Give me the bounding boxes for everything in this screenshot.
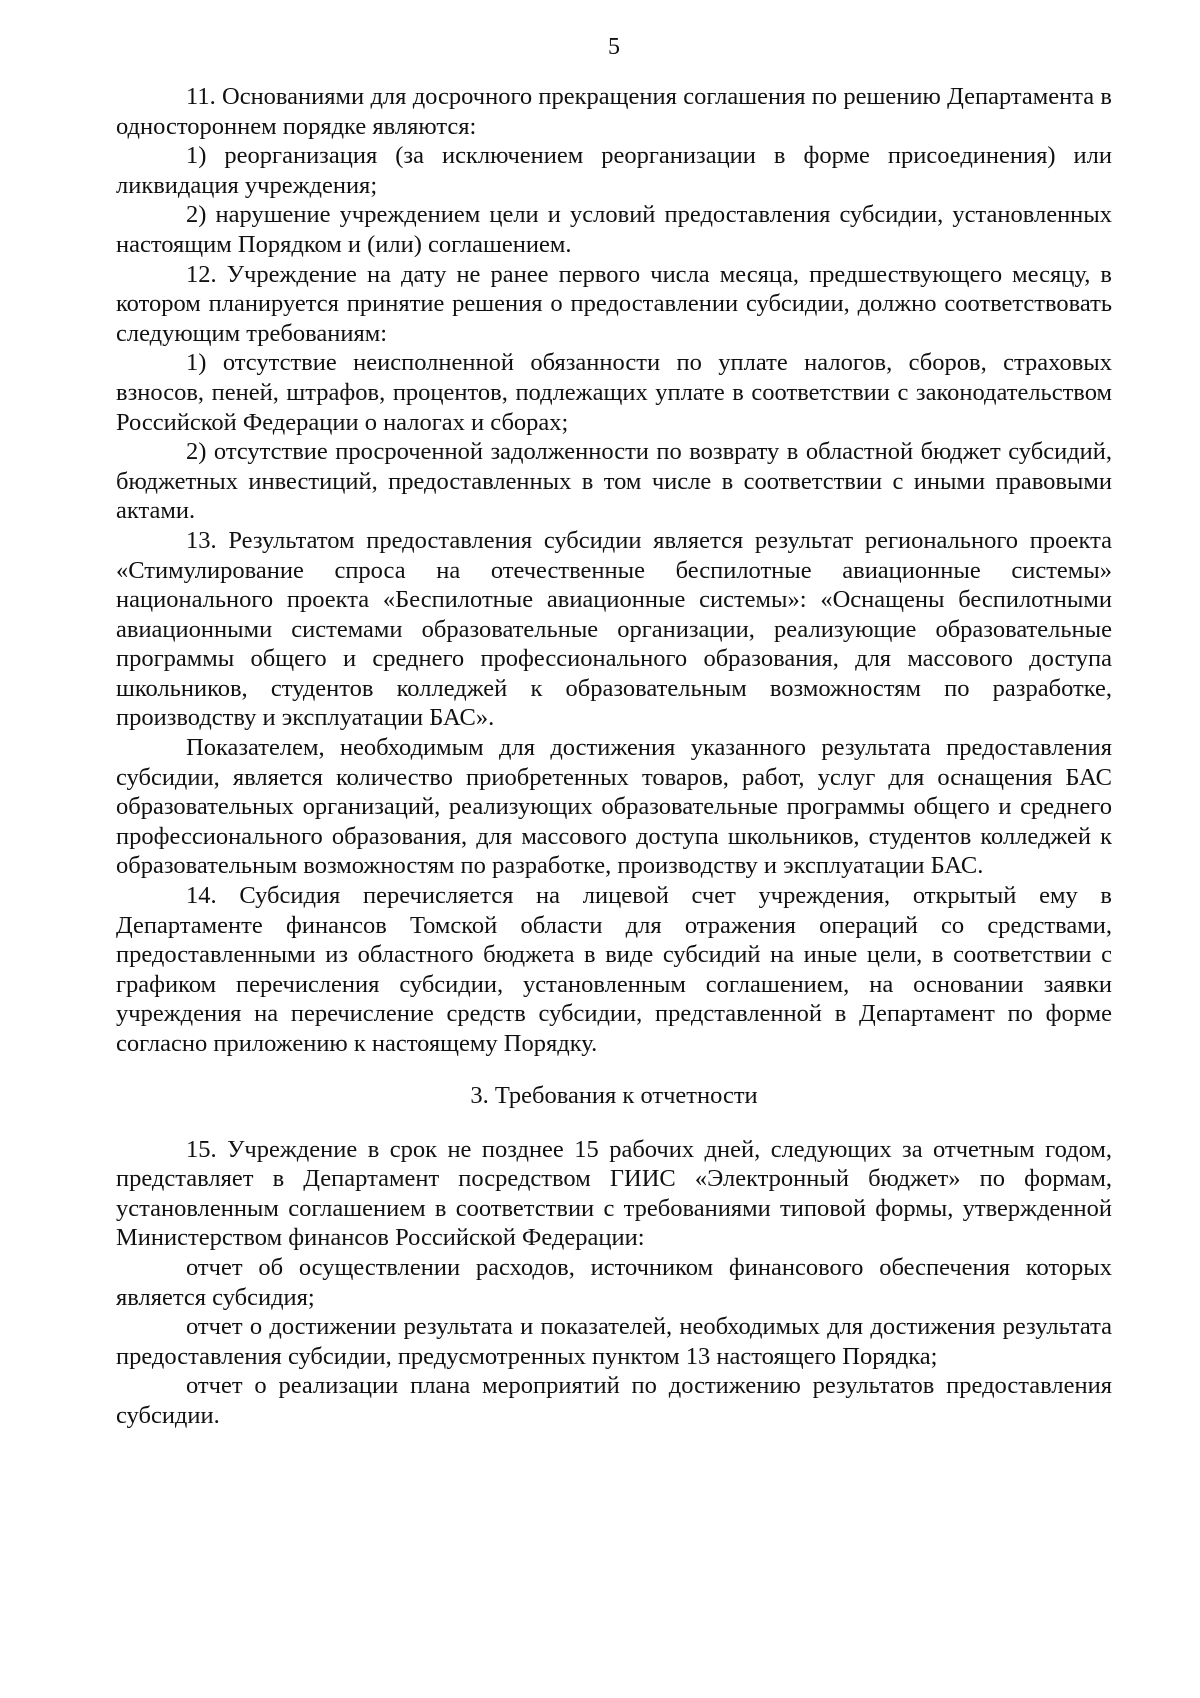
paragraph-11-item-1: 1) реорганизация (за исключением реорганизации в форме присоединения) или ликвидация учреждения; (116, 142, 1112, 199)
section-heading: 3. Требования к отчетности (470, 1081, 758, 1109)
paragraph-12-item-1: 1) отсутствие неисполненной обязанности по уплате налогов, сборов, страховых взносов, пеней, штрафов, процентов, подлежащих уплате в соответствии с законодательством Российской Федерации о налогах и сборах; (116, 349, 1112, 436)
paragraph-13: 13. Результатом предоставления субсидии является результат регионального проекта «Стимулирование спроса на отечественные беспилотные авиационные системы» национального проекта «Беспилотные авиационные системы»: «Оснащены беспилотными авиационными системами образовательные организации, реализующие образовательные программы общего и среднего профессионального образования, для массового доступа школьников, студентов колледжей к образовательным возможностям по разработке, производству и эксплуатации БАС». (116, 526, 1112, 732)
paragraph-15-report-3: отчет о реализации плана мероприятий по достижению результатов предоставления субсидии. (116, 1372, 1112, 1429)
paragraph-11: 11. Основаниями для досрочного прекращения соглашения по решению Департамента в одностороннем порядке являются: (116, 83, 1112, 140)
paragraph-12-item-2: 2) отсутствие просроченной задолженности по возврату в областной бюджет субсидий, бюджетных инвестиций, предоставленных в том числе в соответствии с иными правовыми актами. (116, 438, 1112, 525)
paragraph-15: 15. Учреждение в срок не позднее 15 рабочих дней, следующих за отчетным годом, представляет в Департамент посредством ГИИС «Электронный бюджет» по формам, установленным соглашением в соответствии с требованиями типовой формы, утвержденной Министерством финансов Российской Федерации: (116, 1135, 1112, 1252)
paragraph-14: 14. Субсидия перечисляется на лицевой счет учреждения, открытый ему в Департаменте финансов Томской области для отражения операций со средствами, предоставленными из областного бюджета в виде субсидий на иные цели, в соответствии с графиком перечисления субсидии, установленным соглашением, на основании заявки учреждения на перечисление средств субсидии, представленной в Департамент по форме согласно приложению к настоящему Порядку. (116, 882, 1112, 1057)
paragraph-15-report-2: отчет о достижении результата и показателей, необходимых для достижения результата предоставления субсидии, предусмотренных пунктом 13 настоящего Порядка; (116, 1313, 1112, 1370)
paragraph-15-report-1: отчет об осуществлении расходов, источником финансового обеспечения которых является субсидия; (116, 1253, 1112, 1311)
paragraph-12: 12. Учреждение на дату не ранее первого числа месяца, предшествующего месяцу, в котором планируется принятие решения о предоставлении субсидии, должно соответствовать следующим требованиям: (116, 260, 1112, 347)
paragraph-13-indicator: Показателем, необходимым для достижения указанного результата предоставления субсидии, является количество приобретенных товаров, работ, услуг для оснащения БАС образовательных организаций, реализующих образовательные программы общего и среднего профессионального образования, для массового доступа школьников, студентов колледжей к образовательным возможностям по разработке, производству и эксплуатации БАС. (116, 734, 1112, 880)
page-number: 5 (608, 34, 620, 60)
paragraph-11-item-2: 2) нарушение учреждением цели и условий предоставления субсидии, установленных настоящим Порядком и (или) соглашением. (116, 201, 1112, 258)
document-page (116, 32, 1112, 1431)
